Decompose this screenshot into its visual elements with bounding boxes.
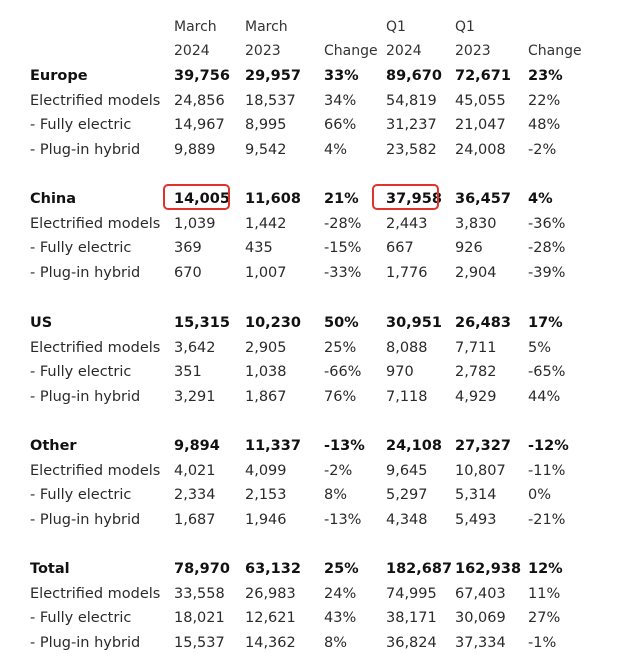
- table-cell: -28%: [528, 240, 566, 257]
- table-cell: -2%: [324, 462, 353, 479]
- table-cell: 3,642: [174, 339, 216, 356]
- table-cell: 2,782: [455, 364, 497, 381]
- header-col6: Change: [528, 43, 582, 59]
- header-col5-line2: 2023: [455, 43, 491, 59]
- table-cell: 2,905: [245, 339, 287, 356]
- table-cell: 8,995: [245, 117, 287, 134]
- row-label: Electrified models: [30, 215, 161, 232]
- table-cell: 30,069: [455, 610, 506, 627]
- table-cell: -36%: [528, 215, 566, 232]
- table-cell: 1,442: [245, 215, 287, 232]
- table-cell: 33%: [324, 68, 359, 84]
- table-cell: 7,711: [455, 339, 497, 356]
- table-cell: 15,315: [174, 315, 230, 331]
- table-cell: 9,894: [174, 438, 220, 454]
- row-label: Electrified models: [30, 339, 161, 356]
- table-cell: 1,946: [245, 512, 287, 529]
- row-label: Electrified models: [30, 585, 161, 602]
- table-cell: 1,039: [174, 215, 216, 232]
- table-cell: 1,867: [245, 389, 287, 406]
- region-label: Europe: [30, 68, 88, 84]
- region-label: Other: [30, 438, 77, 454]
- row-label: - Fully electric: [30, 240, 132, 257]
- table-cell: 4,929: [455, 389, 497, 406]
- table-cell: 4,021: [174, 462, 216, 479]
- table-cell: -66%: [324, 364, 362, 381]
- table-cell: -15%: [324, 240, 362, 257]
- table-cell: 22%: [528, 92, 561, 109]
- table-cell: 2,334: [174, 487, 216, 504]
- header-col2-line2: 2023: [245, 43, 281, 59]
- table-cell: 369: [174, 240, 202, 257]
- table-cell: 9,645: [386, 462, 428, 479]
- table-cell: 25%: [324, 561, 359, 577]
- header-col1-line1: March: [174, 19, 217, 35]
- table-cell: 11,337: [245, 438, 301, 454]
- table-cell: 1,038: [245, 364, 287, 381]
- table-cell: 63,132: [245, 561, 301, 577]
- header-col3: Change: [324, 43, 378, 59]
- table-cell: 76%: [324, 389, 357, 406]
- table-cell: 4%: [324, 142, 348, 159]
- table-cell: 31,237: [386, 117, 437, 134]
- table-cell: 15,537: [174, 635, 225, 652]
- table-cell: 1,687: [174, 512, 216, 529]
- header-col5-line1: Q1: [455, 19, 475, 35]
- table-cell: 54,819: [386, 92, 437, 109]
- table-cell: -13%: [324, 512, 362, 529]
- table-cell: 14,967: [174, 117, 225, 134]
- table-cell: 11%: [528, 585, 561, 602]
- table-cell: 970: [386, 364, 414, 381]
- region-label: US: [30, 315, 53, 331]
- header-col1-line2: 2024: [174, 43, 210, 59]
- row-label: - Plug-in hybrid: [30, 142, 141, 159]
- row-label: Electrified models: [30, 92, 161, 109]
- table-cell: 67,403: [455, 585, 506, 602]
- table-cell: 44%: [528, 389, 561, 406]
- table-cell: 926: [455, 240, 483, 257]
- table-cell: 5%: [528, 339, 552, 356]
- table-cell: 667: [386, 240, 414, 257]
- table-cell: 27,327: [455, 438, 511, 454]
- table-cell: 12,621: [245, 610, 296, 627]
- table-cell: 0%: [528, 487, 552, 504]
- table-cell: 25%: [324, 339, 357, 356]
- table-cell: 4,348: [386, 512, 428, 529]
- table-cell: 182,687: [386, 561, 453, 577]
- row-label: - Fully electric: [30, 117, 132, 134]
- region-label: Total: [30, 561, 70, 577]
- table-cell: -11%: [528, 462, 566, 479]
- table-cell: 30,951: [386, 315, 442, 331]
- table-cell: -21%: [528, 512, 566, 529]
- table-cell: -65%: [528, 364, 566, 381]
- table-cell: 21%: [324, 191, 359, 207]
- row-label: - Fully electric: [30, 364, 132, 381]
- table-cell: 72,671: [455, 68, 511, 84]
- table-cell: 7,118: [386, 389, 428, 406]
- table-cell: 10,230: [245, 315, 301, 331]
- highlight-box-china-march-2024: [163, 184, 230, 210]
- table-cell: 8,088: [386, 339, 428, 356]
- row-label: - Plug-in hybrid: [30, 512, 141, 529]
- table-cell: 74,995: [386, 585, 437, 602]
- row-label: - Plug-in hybrid: [30, 389, 141, 406]
- row-label: - Fully electric: [30, 610, 132, 627]
- header-col2-line1: March: [245, 19, 288, 35]
- table-cell: 18,537: [245, 92, 296, 109]
- table-cell: 9,542: [245, 142, 287, 159]
- table-cell: 3,291: [174, 389, 216, 406]
- table-cell: 23%: [528, 68, 563, 84]
- table-cell: 24%: [324, 585, 357, 602]
- table-cell: 8%: [324, 635, 348, 652]
- table-cell: 17%: [528, 315, 563, 331]
- table-cell: 162,938: [455, 561, 522, 577]
- table-cell: 10,807: [455, 462, 506, 479]
- table-cell: 4%: [528, 191, 553, 207]
- table-cell: 435: [245, 240, 273, 257]
- table-cell: 3,830: [455, 215, 497, 232]
- table-cell: 14,005: [174, 191, 230, 207]
- table-cell: 38,171: [386, 610, 437, 627]
- table-cell: -39%: [528, 265, 566, 282]
- table-cell: 2,904: [455, 265, 497, 282]
- row-label: - Fully electric: [30, 487, 132, 504]
- table-cell: 45,055: [455, 92, 506, 109]
- table-cell: 9,889: [174, 142, 216, 159]
- region-label: China: [30, 191, 77, 207]
- table-cell: 66%: [324, 117, 357, 134]
- table-cell: 48%: [528, 117, 561, 134]
- highlight-box-china-q1-2024: [372, 184, 439, 210]
- table-cell: 78,970: [174, 561, 230, 577]
- table-cell: 5,314: [455, 487, 497, 504]
- table-cell: 23,582: [386, 142, 437, 159]
- table-cell: 2,443: [386, 215, 428, 232]
- table-cell: 43%: [324, 610, 357, 627]
- table-cell: 24,108: [386, 438, 442, 454]
- table-cell: 29,957: [245, 68, 301, 84]
- row-label: - Plug-in hybrid: [30, 265, 141, 282]
- table-cell: 27%: [528, 610, 561, 627]
- table-cell: 5,297: [386, 487, 428, 504]
- table-cell: 5,493: [455, 512, 497, 529]
- table-cell: 89,670: [386, 68, 442, 84]
- table-cell: 26,983: [245, 585, 296, 602]
- table-cell: 24,008: [455, 142, 506, 159]
- table-cell: 36,457: [455, 191, 511, 207]
- table-cell: -33%: [324, 265, 362, 282]
- table-cell: 1,776: [386, 265, 428, 282]
- table-cell: 4,099: [245, 462, 287, 479]
- table-cell: 36,824: [386, 635, 437, 652]
- table-cell: 12%: [528, 561, 563, 577]
- table-cell: 11,608: [245, 191, 301, 207]
- table-cell: 18,021: [174, 610, 225, 627]
- table-cell: 21,047: [455, 117, 506, 134]
- table-cell: -1%: [528, 635, 557, 652]
- table-cell: 14,362: [245, 635, 296, 652]
- table-cell: 24,856: [174, 92, 225, 109]
- table-cell: 1,007: [245, 265, 287, 282]
- table-cell: -28%: [324, 215, 362, 232]
- table-cell: -12%: [528, 438, 569, 454]
- row-label: Electrified models: [30, 462, 161, 479]
- header-col4-line1: Q1: [386, 19, 406, 35]
- table-cell: 34%: [324, 92, 357, 109]
- table-cell: 670: [174, 265, 202, 282]
- table-cell: 37,958: [386, 191, 442, 207]
- table-cell: 26,483: [455, 315, 511, 331]
- table-cell: 2,153: [245, 487, 287, 504]
- table-cell: -13%: [324, 438, 365, 454]
- table-cell: -2%: [528, 142, 557, 159]
- table-cell: 351: [174, 364, 202, 381]
- table-cell: 50%: [324, 315, 359, 331]
- table-cell: 8%: [324, 487, 348, 504]
- table-cell: 39,756: [174, 68, 230, 84]
- header-col4-line2: 2024: [386, 43, 422, 59]
- row-label: - Plug-in hybrid: [30, 635, 141, 652]
- table-cell: 33,558: [174, 585, 225, 602]
- table-cell: 37,334: [455, 635, 506, 652]
